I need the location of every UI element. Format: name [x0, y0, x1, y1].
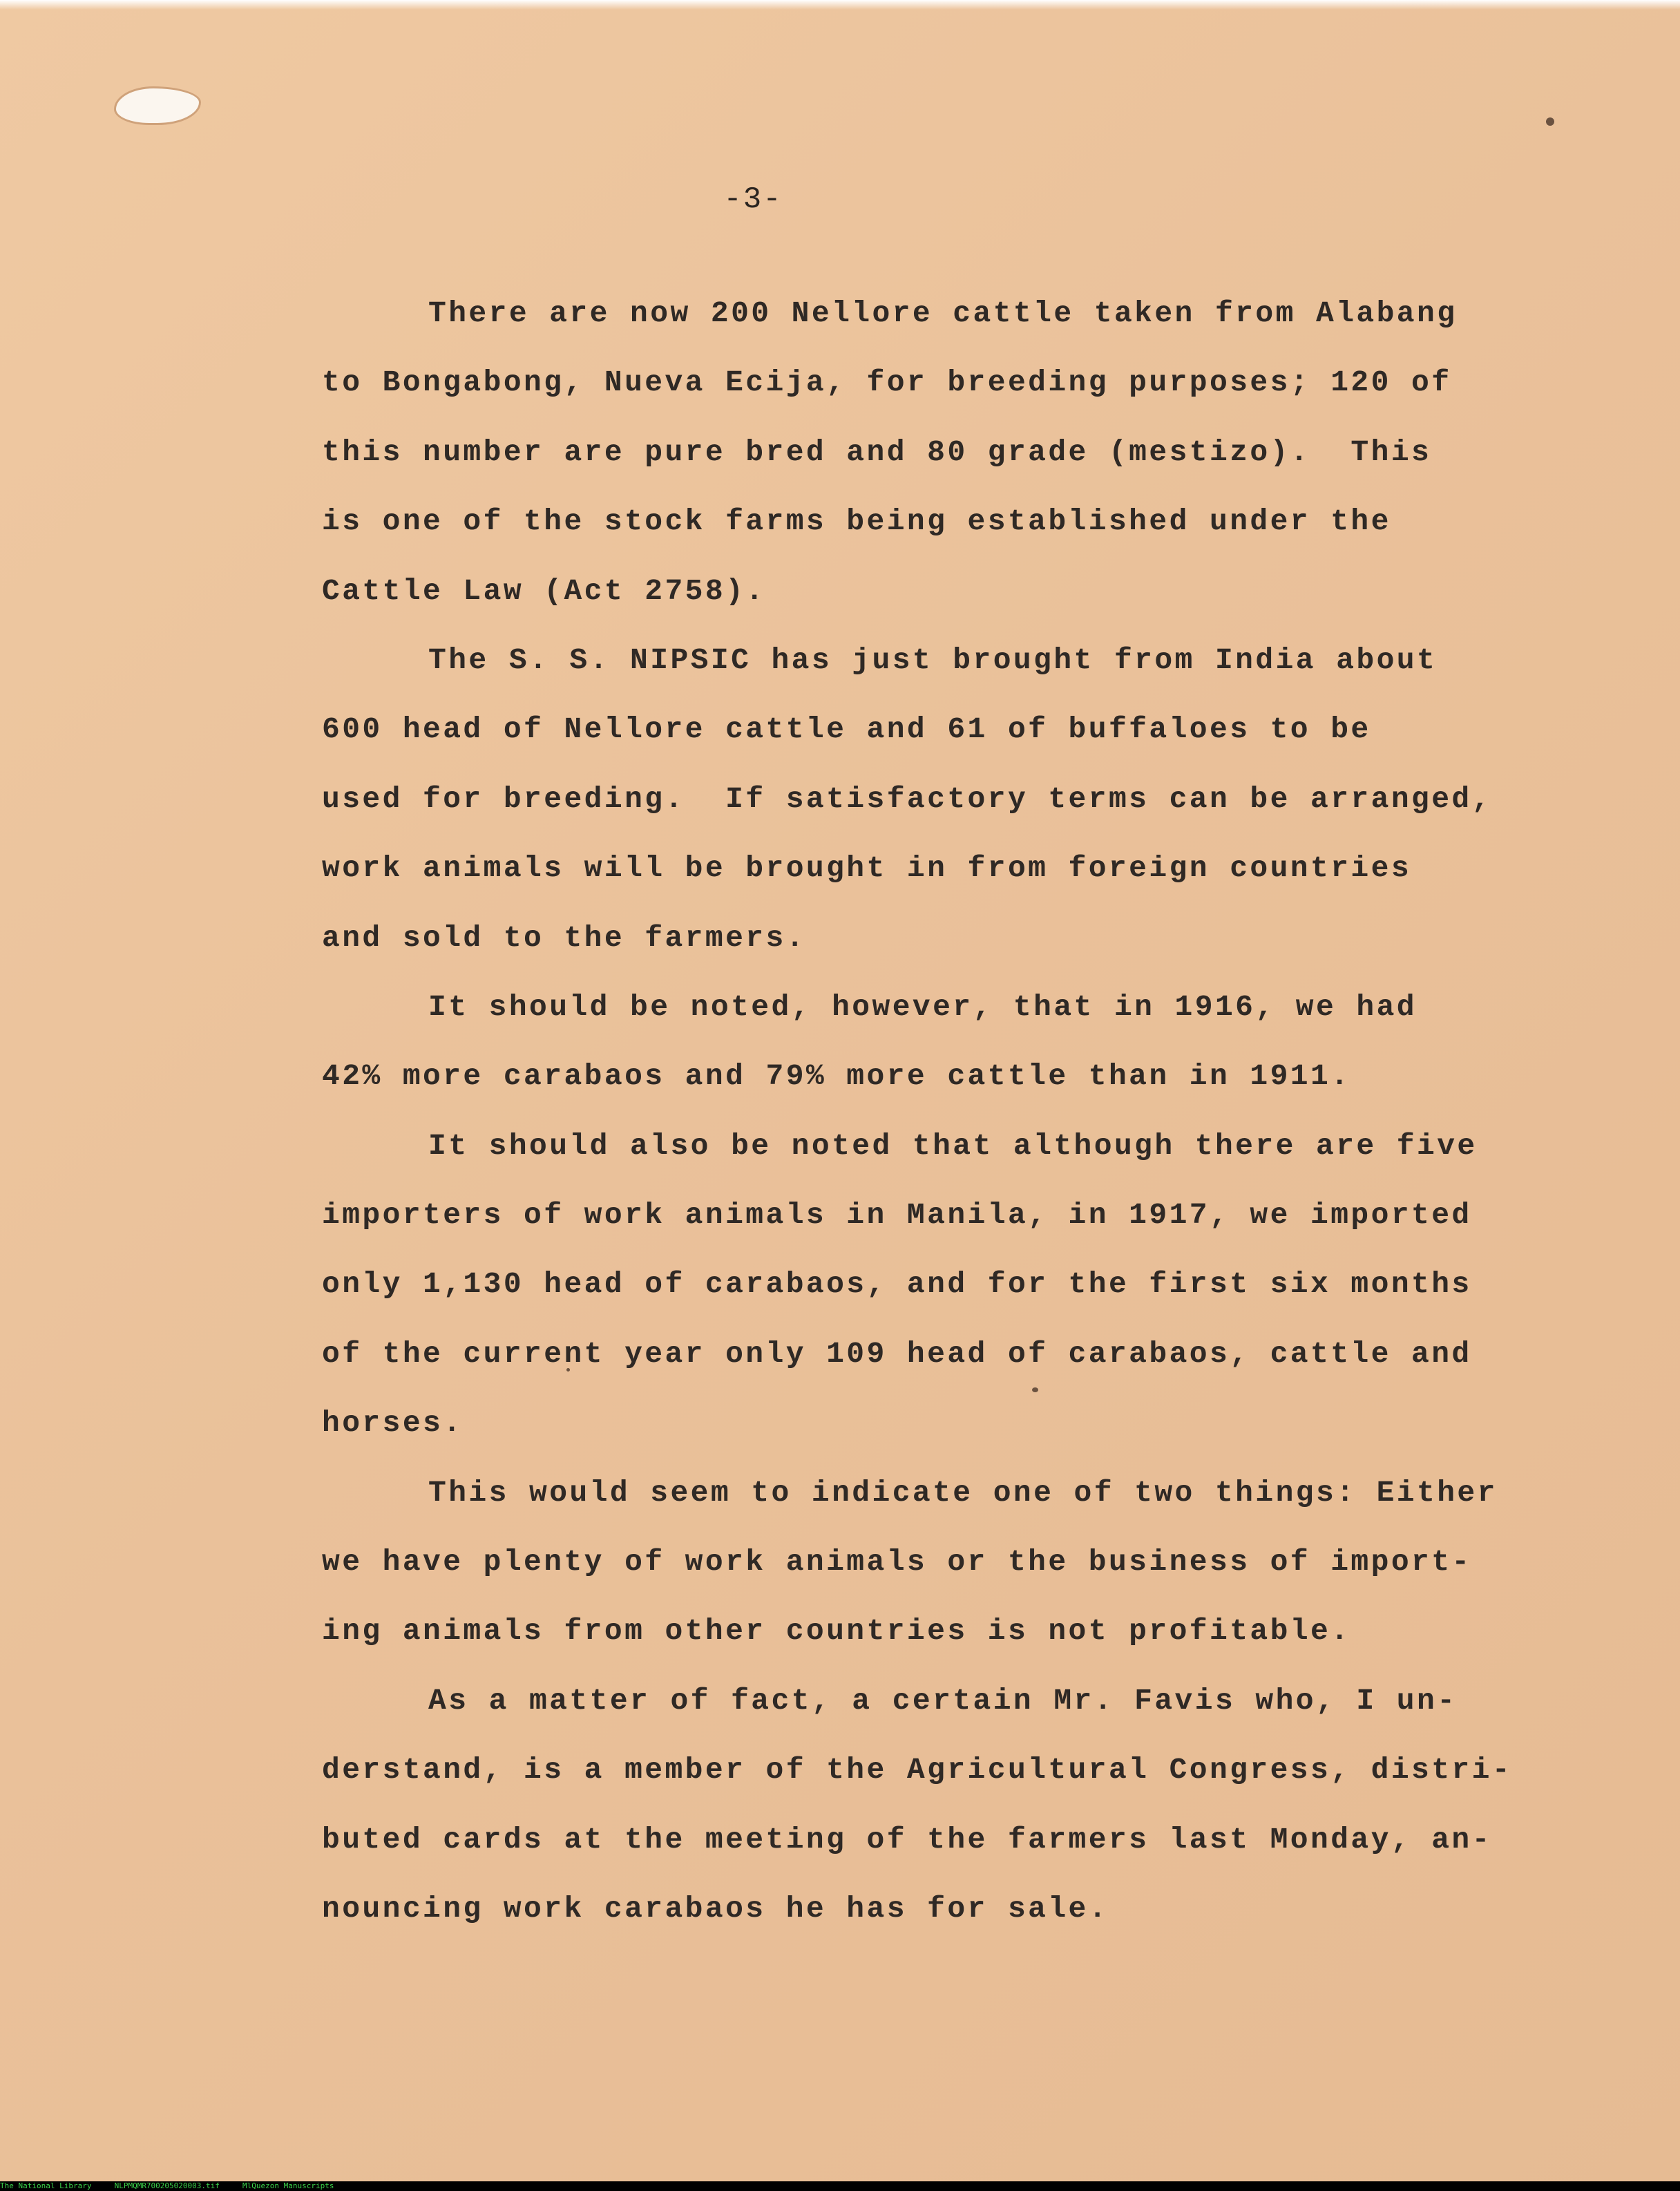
text-line: this number are pure bred and 80 grade (mestizo). This: [322, 435, 1432, 469]
text-line: Cattle Law (Act 2758).: [322, 573, 766, 608]
text-line: to Bongabong, Nueva Ecija, for breeding purposes; 120 of: [322, 366, 1452, 400]
text-line: ing animals from other countries is not profitable.: [322, 1614, 1351, 1649]
page-number: -3-: [723, 182, 783, 217]
text-line: nouncing work carabaos he has for sale.: [322, 1891, 1109, 1926]
punch-hole: [116, 88, 199, 123]
scan-footer: [0, 2181, 1680, 2191]
text-line: is one of the stock farms being established under the: [322, 504, 1391, 539]
text-line: As a matter of fact, a certain Mr. Favis who, I un-: [428, 1683, 1458, 1718]
text-line: we have plenty of work animals or the business of import-: [322, 1545, 1472, 1580]
text-line: used for breeding. If satisfactory terms can be arranged,: [322, 781, 1492, 816]
text-line: work animals will be brought in from foreign countries: [322, 851, 1412, 886]
footer-filename: NLPMQMR700205020003.tif: [114, 2181, 220, 2190]
text-line: 42% more carabaos and 79% more cattle than in 1911.: [322, 1059, 1351, 1094]
text-line: This would seem to indicate one of two things: Either: [428, 1475, 1498, 1510]
footer-library: The National Library: [0, 2181, 92, 2190]
paper-speck: [1546, 117, 1554, 126]
text-line: The S. S. NIPSIC has just brought from India about: [428, 643, 1438, 677]
text-line: importers of work animals in Manila, in 1917, we imported: [322, 1198, 1472, 1233]
typed-body-text: [322, 279, 1565, 1944]
text-line: only 1,130 head of carabaos, and for the first six months: [322, 1267, 1472, 1302]
footer-collection: MlQuezon Manuscripts: [242, 2181, 334, 2190]
text-line: 600 head of Nellore cattle and 61 of buffaloes to be: [322, 712, 1371, 747]
text-line: derstand, is a member of the Agricultural Congress, distri-: [322, 1753, 1513, 1787]
text-line: buted cards at the meeting of the farmers last Monday, an-: [322, 1822, 1492, 1857]
text-line: It should also be noted that although there are five: [428, 1128, 1478, 1163]
text-line: of the current year only 109 head of carabaos, cattle and: [322, 1336, 1472, 1371]
text-line: horses.: [322, 1406, 464, 1441]
text-line: and sold to the farmers.: [322, 920, 806, 955]
paper-top-edge: [0, 0, 1680, 10]
text-line: It should be noted, however, that in 1916, we had: [428, 989, 1418, 1024]
text-line: There are now 200 Nellore cattle taken from Alabang: [428, 296, 1458, 330]
